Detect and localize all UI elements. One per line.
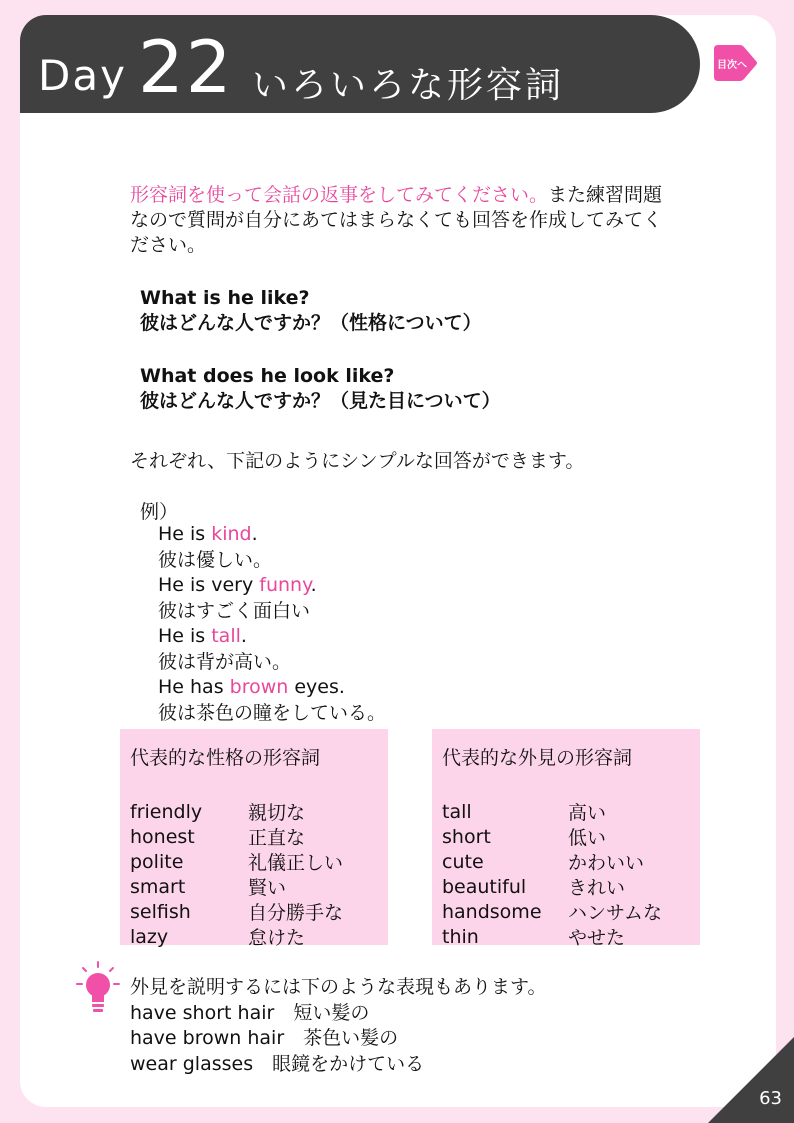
- question-personality: [140, 286, 482, 336]
- question-en: What does he look like?: [140, 365, 395, 387]
- word-row: smart 賢い: [130, 876, 287, 899]
- tip-intro: 外見を説明するには下のような表現もあります。: [130, 976, 547, 998]
- adjective-highlight: funny: [259, 574, 311, 596]
- instructions-line3: ださい。: [130, 234, 207, 256]
- lightbulb-icon: [76, 960, 120, 1016]
- question-ja: 彼はどんな人ですか？（性格について）: [140, 312, 482, 334]
- word-row: polite 礼儀正しい: [130, 851, 344, 874]
- instructions: [130, 183, 730, 258]
- lesson-title: いろいろな形容詞: [252, 65, 565, 106]
- word-row: tall 高い: [442, 801, 607, 824]
- day-number: 22: [138, 25, 234, 109]
- tip-line: have short hair 短い髪の: [130, 1001, 370, 1024]
- question-en: What is he like?: [140, 287, 310, 309]
- personality-adjectives-box: [120, 729, 388, 949]
- day-header: [20, 15, 700, 113]
- word-row: honest 正直な: [130, 826, 306, 849]
- page-corner: [708, 1037, 794, 1123]
- word-row: lazy 怠けた: [130, 926, 306, 949]
- adjective-highlight: brown: [229, 676, 289, 698]
- instructions-line2: なので質問が自分にあてはまらなくても回答を作成してみてく: [130, 209, 663, 231]
- lead-text: それぞれ、下記のようにシンプルな回答ができます。: [130, 450, 585, 472]
- word-row: thin やせた: [442, 926, 626, 949]
- day-label: Day: [38, 51, 127, 100]
- box-title: 代表的な性格の形容詞: [130, 747, 321, 769]
- instructions-highlight: 形容詞を使って会話の返事をしてみてください。: [130, 184, 549, 206]
- toc-label: 目次へ: [717, 60, 747, 71]
- toc-button[interactable]: [712, 43, 758, 83]
- word-row: short 低い: [442, 826, 607, 849]
- instructions-text: また練習問題: [548, 184, 663, 206]
- tip-section: [130, 975, 546, 1077]
- adjective-highlight: kind: [211, 523, 252, 545]
- page: [20, 15, 776, 1107]
- word-row: cute かわいい: [442, 851, 645, 874]
- word-row: friendly 親切な: [130, 801, 306, 824]
- question-appearance: [140, 364, 501, 414]
- example-ja: 彼は茶色の瞳をしている。: [158, 701, 387, 724]
- page-number: 63: [759, 1088, 782, 1109]
- box-title: 代表的な外見の形容詞: [442, 747, 633, 769]
- example-en: He has brown eyes.: [158, 676, 345, 698]
- adjective-highlight: tall: [211, 625, 241, 647]
- example-ja: 彼はすごく面白い: [158, 599, 311, 622]
- word-row: beautiful きれい: [442, 876, 626, 899]
- tip-line: have brown hair 茶色い髪の: [130, 1027, 399, 1049]
- example-label: 例）: [140, 501, 179, 523]
- example-list: [158, 522, 386, 726]
- example-en: He is very funny.: [158, 574, 317, 596]
- example-en: He is kind.: [158, 523, 258, 545]
- example-ja: 彼は背が高い。: [158, 650, 292, 673]
- appearance-adjectives-box: [432, 729, 700, 949]
- question-ja: 彼はどんな人ですか？（見た目について）: [140, 390, 501, 412]
- word-row: selfish 自分勝手な: [130, 901, 344, 924]
- example-en: He is tall.: [158, 625, 247, 647]
- example-ja: 彼は優しい。: [158, 548, 273, 571]
- word-row: handsome ハンサムな: [442, 901, 663, 924]
- tip-line: wear glasses 眼鏡をかけている: [130, 1052, 425, 1075]
